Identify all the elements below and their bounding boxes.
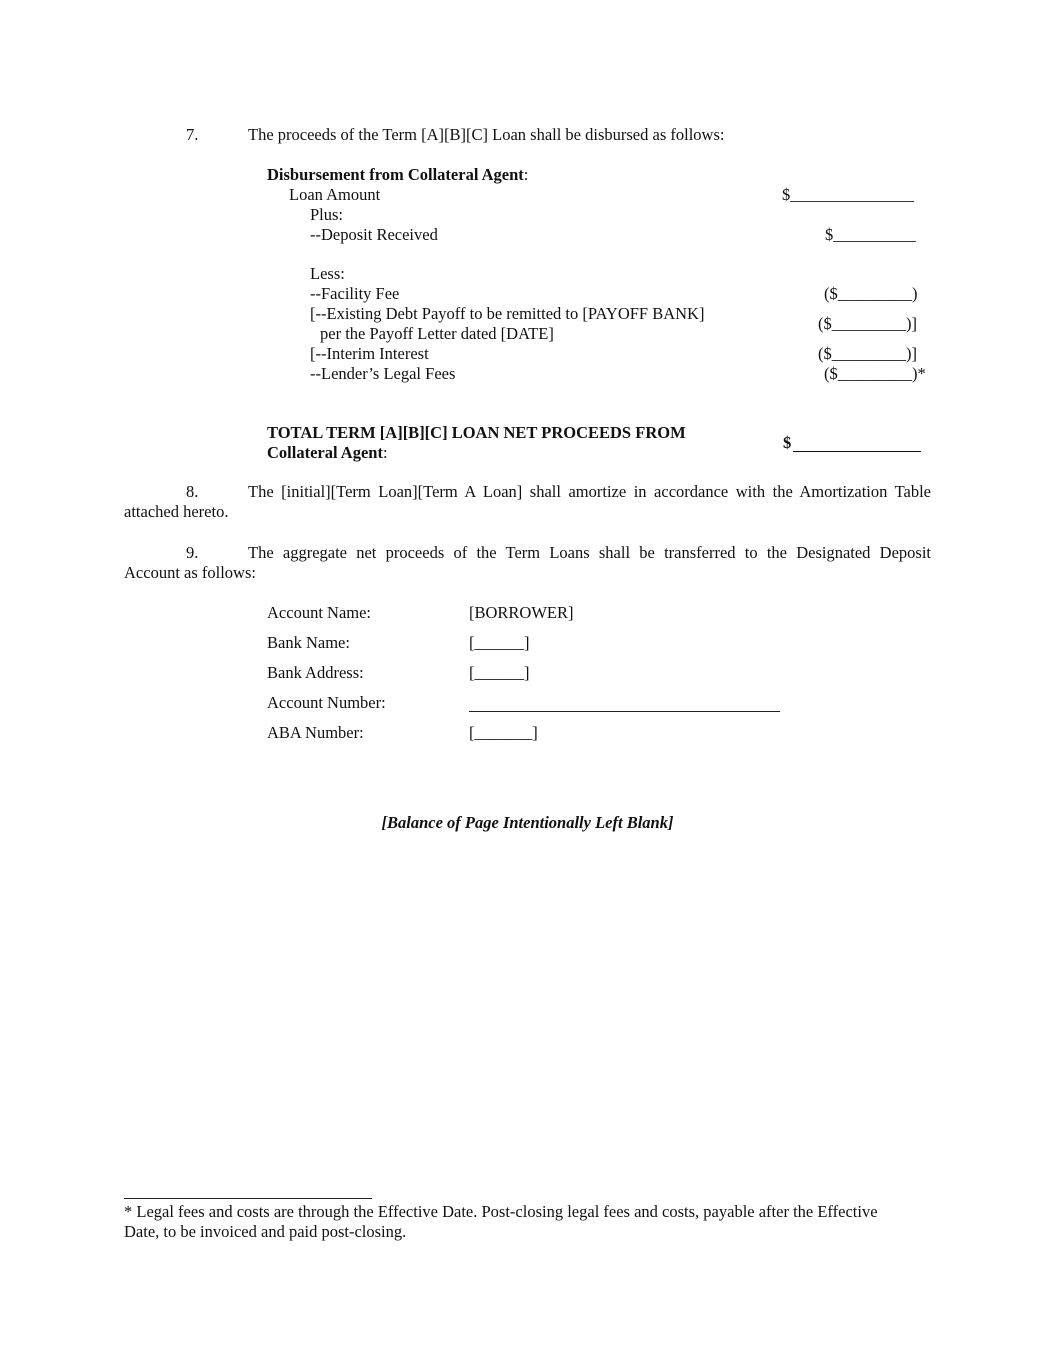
- account-name-label: Account Name:: [267, 603, 372, 622]
- disbursement-heading-text: Disbursement from Collateral Agent: [267, 165, 524, 184]
- paragraph-8-line2: attached hereto.: [124, 502, 229, 521]
- facility-fee-label: --Facility Fee: [310, 284, 400, 303]
- loan-amount-label: Loan Amount: [289, 185, 381, 204]
- total-value-blank-line: [793, 451, 921, 452]
- total-label-line1: TOTAL TERM [A][B][C] LOAN NET PROCEEDS FROM: [267, 423, 686, 442]
- paragraph-7-text: The proceeds of the Term [A][B][C] Loan shall be disbursed as follows:: [248, 125, 725, 144]
- bank-name-label: Bank Name:: [267, 633, 350, 652]
- payoff-label-line2: per the Payoff Letter dated [DATE]: [320, 324, 554, 343]
- disbursement-heading-colon: :: [523, 165, 529, 184]
- legal-fees-label: --Lender’s Legal Fees: [310, 364, 456, 383]
- bank-name-value: [______]: [469, 633, 530, 652]
- paragraph-9-line2: Account as follows:: [124, 563, 256, 582]
- footnote-line2: Date, to be invoiced and paid post-closing.: [124, 1222, 407, 1241]
- payoff-value: ($_________)]: [818, 314, 917, 333]
- footnote-line1: * Legal fees and costs are through the Effective Date. Post-closing legal fees and costs, payable after the Effective: [124, 1202, 878, 1221]
- total-label-line2-wrap: [267, 443, 388, 463]
- bank-address-label: Bank Address:: [267, 663, 364, 682]
- aba-number-value: [_______]: [469, 723, 538, 742]
- loan-amount-value: $_______________: [782, 185, 914, 204]
- paragraph-8-line1: The [initial][Term Loan][Term A Loan] shall amortize in accordance with the Amortization Table: [248, 482, 931, 501]
- bank-address-value: [______]: [469, 663, 530, 682]
- facility-fee-value: ($_________): [824, 284, 918, 303]
- account-number-blank-line: [469, 711, 780, 712]
- deposit-received-label: --Deposit Received: [310, 225, 438, 244]
- payoff-label-line1: [--Existing Debt Payoff to be remitted to [PAYOFF BANK]: [310, 304, 705, 323]
- total-label-line2: Collateral Agent: [267, 443, 383, 462]
- deposit-received-value: $__________: [825, 225, 916, 244]
- balance-left-blank-note: [Balance of Page Intentionally Left Blank]: [381, 813, 674, 832]
- disbursement-heading: [267, 165, 528, 185]
- account-number-label: Account Number:: [267, 693, 386, 712]
- paragraph-9-number: 9.: [186, 543, 199, 562]
- account-name-value: [BORROWER]: [469, 603, 574, 622]
- paragraph-9-line1: The aggregate net proceeds of the Term Loans shall be transferred to the Designated Deposit: [248, 543, 931, 562]
- total-value-symbol: $: [783, 433, 792, 452]
- plus-label: Plus:: [310, 205, 344, 224]
- interim-interest-label: [--Interim Interest: [310, 344, 429, 363]
- interim-interest-value: ($_________)]: [818, 344, 917, 363]
- less-label: Less:: [310, 264, 345, 283]
- paragraph-8-number: 8.: [186, 482, 199, 501]
- legal-fees-value: ($_________)*: [824, 364, 926, 383]
- footnote-separator: [124, 1198, 372, 1199]
- paragraph-7-number: 7.: [186, 125, 199, 144]
- total-label-colon: :: [382, 443, 388, 462]
- aba-number-label: ABA Number:: [267, 723, 364, 742]
